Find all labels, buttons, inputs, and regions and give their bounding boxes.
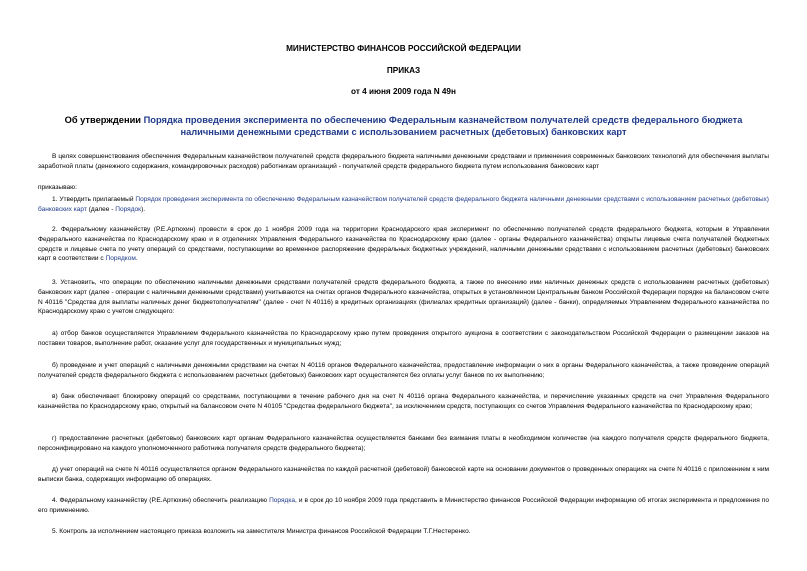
paragraph-2-link[interactable]: Порядком <box>105 255 136 263</box>
paragraph-2 <box>38 225 769 264</box>
title-prefix: Об утверждении <box>64 115 144 125</box>
paragraph-4 <box>38 496 769 516</box>
paragraph-4-start: 4. Федеральному казначейству (Р.Е.Артюхин) обеспечить реализацию <box>52 497 270 504</box>
paragraph-3a: а) отбор банков осуществляется Управлением Федерального казначейства по Краснодарскому краю путем проведения открытого аукциона в соответствии с законодательством Российской Федерации о размещении заказов на поставки товаров, выполнение работ, оказание услуг для государственных и муниципальных нужд; <box>38 330 769 347</box>
paragraph-5: 5. Контроль за исполнением настоящего приказа возложить на заместителя Министра финансов Российской Федерации Т.Г.Нестеренко. <box>52 528 471 535</box>
paragraph-1-end: ). <box>141 205 146 213</box>
paragraph-2-text: 2. Федеральному казначейству (Р.Е.Артюхин) провести в срок до 1 ноября 2009 года на территории Краснодарского края эксперимент по обеспечению получателей средств федерального бюджета, которым в Управлении Федерального казначейства по Краснодарскому краю и в отделениях Управления Федерального казначейства по Краснодарскому краю (далее - органы Федерального казначейства) открыты лицевые счета получателей бюджетных средств и лицевые счета по учету операций со средствами, поступающими во временное распоряжение федеральных бюджетных учреждений, наличными денежными средствами с использованием расчетных (дебетовых) банковских карт в соответствии с <box>38 226 769 263</box>
paragraph-2-end: . <box>135 255 138 263</box>
paragraph-3b: б) проведение и учет операций с наличными денежными средствами на счетах N 40116 органов Федерального казначейства, предоставление информации о них в органы Федерального казначейства, а также проведение операций получателей средств федерального бюджета с использованием расчетных (дебетовых) банковских карт осуществляется без оплаты услуг банков по их выполнению; <box>38 362 769 379</box>
order-word: приказываю: <box>38 184 77 191</box>
date-number-heading: от 4 июня 2009 года N 49н <box>351 87 456 96</box>
ministry-heading: МИНИСТЕРСТВО ФИНАНСОВ РОССИЙСКОЙ ФЕДЕРАЦИИ <box>286 44 521 53</box>
document-title <box>38 114 769 138</box>
paragraph-4-end: , и в срок до 10 ноября 2009 года представить в Министерство финансов Российской Федерации информацию об итогах эксперимента и предложения по его применению. <box>38 497 769 514</box>
paragraph-1-middle: (далее - <box>86 205 116 213</box>
paragraph-1 <box>38 195 769 215</box>
paragraph-1-link[interactable]: Порядок проведения эксперимента по обеспечению Федеральным казначейством получателей средств федерального бюджета наличными денежными средствами с использованием расчетных (дебетовых) банковских карт <box>38 196 769 213</box>
paragraph-1-link-2[interactable]: Порядок <box>115 205 142 213</box>
paragraph-3d: д) учет операций на счете N 40116 осуществляется органом Федерального казначейства по каждой расчетной (дебетовой) банковской карте на основании документов о проведенных операциях на счете N 40116 с приложением к ним выписки банка, содержащих информацию об операциях. <box>38 466 769 483</box>
paragraph-3g: г) предоставление расчетных (дебетовых) банковских карт органам Федерального казначейства осуществляется банками без взимания платы в необходимом количестве (на каждого получателя средств федерального бюджета, персонифицировано на каждого уполномоченного работника получателя средств федерального бюджета); <box>38 435 769 452</box>
paragraph-3: 3. Установить, что операции по обеспечению наличными денежными средствами получателей средств федерального бюджета, а также по внесению ими наличных денежных средств с использованием расчетных (дебетовых) банковских карт (далее - операции с наличными денежными средствами) учитываются на счетах органов Федерального казначейства, открытых в установленном Центральным банком Российской Федерации порядке на балансовом счете N 40116 "Средства для выплаты наличных денег бюджетополучателям" (далее - счет N 40116) в кредитных организациях (филиалах кредитных организаций) (далее - банки), определяемых Управлением Федерального казначейства по Краснодарскому краю с учетом следующего: <box>38 279 769 316</box>
paragraph-4-link[interactable]: Порядка <box>269 497 295 504</box>
doc-type-heading: ПРИКАЗ <box>386 66 421 75</box>
paragraph-1-start: 1. Утвердить прилагаемый <box>52 196 136 203</box>
title-link[interactable]: Порядка проведения эксперимента по обеспечению Федеральным казначейством получателей средств федерального бюджета наличными денежными средствами с использованием расчетных (дебетовых) банковских карт <box>143 115 743 137</box>
paragraph-3v: в) банк обеспечивает блокировку операций со средствами, поступающими в течение рабочего дня на счет N 40116 органа Федерального казначейства, и перечисление указанных средств на счет Управления Федерального казначейства по Краснодарскому краю, открытый на балансовом счете N 40105 "Средства федерального бюджета", за исключением средств, поступающих со счетов Управления Федерального казначейства по Краснодарскому краю; <box>38 393 769 410</box>
intro-paragraph: В целях совершенствования обеспечения Федеральным казначейством получателей средств федерального бюджета наличными денежными средствами и применения современных банковских технологий для обеспечения выплаты заработной платы (денежного содержания, командировочных расходов) работникам организаций - получателей средств федерального бюджета путем использования банковских карт <box>38 153 769 170</box>
